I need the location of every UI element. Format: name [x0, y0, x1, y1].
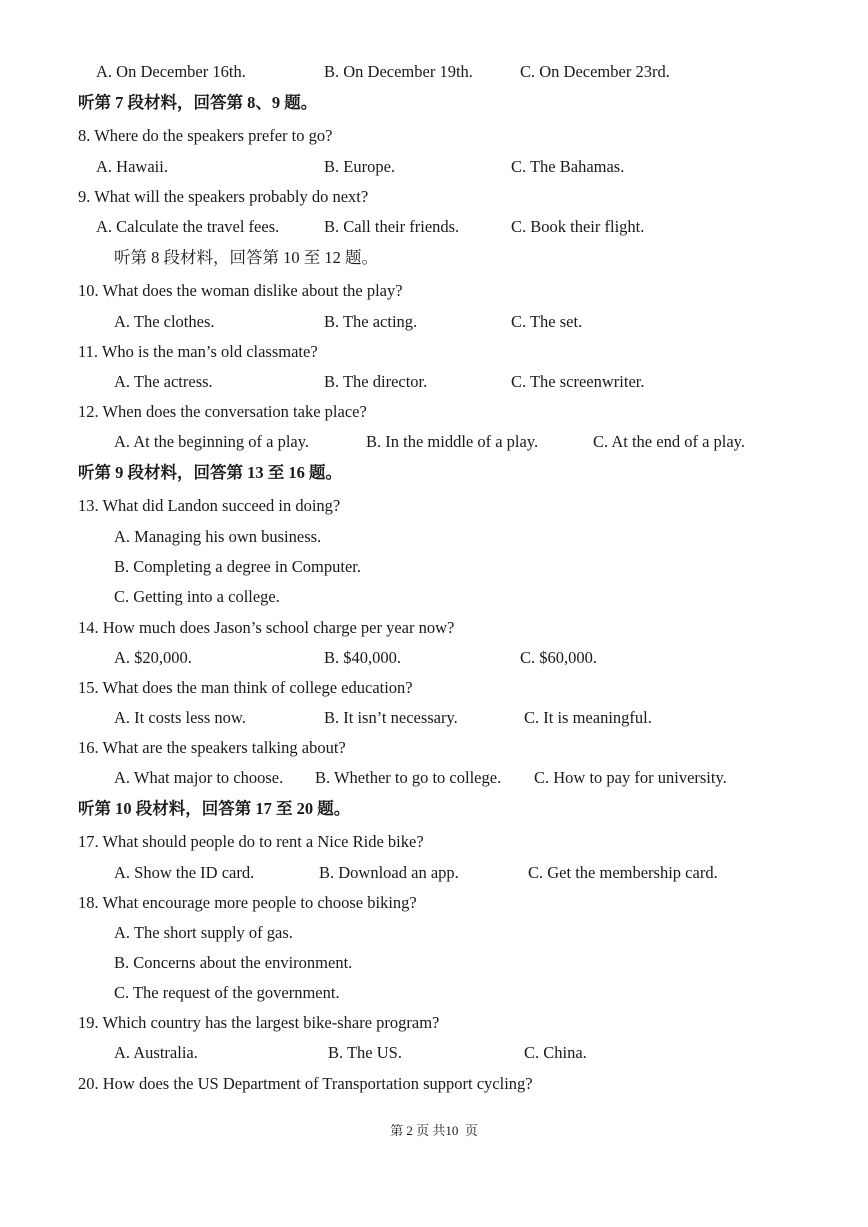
- q7-option-a: A. On December 16th.: [96, 62, 246, 81]
- q13-option-b: B. Completing a degree in Computer.: [114, 557, 362, 576]
- q12-option-b: B. In the middle of a play.: [366, 432, 539, 451]
- q8-option-a: A. Hawaii.: [96, 157, 168, 176]
- section-10-heading: 听第 10 段材料，回答第 17 至 20 题。: [78, 799, 351, 818]
- q11-option-a: A. The actress.: [114, 372, 213, 391]
- q12-stem: 12. When does the conversation take place?: [78, 402, 367, 421]
- q8-stem: 8. Where do the speakers prefer to go?: [78, 126, 333, 145]
- q17-stem: 17. What should people do to rent a Nice Ride bike?: [78, 832, 424, 851]
- q7-option-c: C. On December 23rd.: [520, 62, 670, 81]
- q8-option-b: B. Europe.: [324, 157, 396, 176]
- q9-stem: 9. What will the speakers probably do next?: [78, 187, 369, 206]
- page-footer: 第 2 页 共10 页: [390, 1123, 478, 1138]
- q13-option-c: C. Getting into a college.: [114, 587, 280, 606]
- q15-option-a: A. It costs less now.: [114, 708, 246, 727]
- q16-option-b: B. Whether to go to college.: [315, 768, 502, 787]
- q14-option-c: C. $60,000.: [520, 648, 598, 667]
- q14-option-b: B. $40,000.: [324, 648, 402, 667]
- q17-option-b: B. Download an app.: [319, 863, 459, 882]
- q20-stem: 20. How does the US Department of Transportation support cycling?: [78, 1074, 533, 1093]
- q19-stem: 19. Which country has the largest bike-share program?: [78, 1013, 440, 1032]
- q11-option-b: B. The director.: [324, 372, 428, 391]
- q8-option-c: C. The Bahamas.: [511, 157, 625, 176]
- q13-option-a: A. Managing his own business.: [114, 527, 322, 546]
- q15-option-b: B. It isn’t necessary.: [324, 708, 458, 727]
- section-7-heading: 听第 7 段材料，回答第 8、9 题。: [78, 93, 318, 112]
- q18-option-c: C. The request of the government.: [114, 983, 340, 1002]
- section-9-heading: 听第 9 段材料，回答第 13 至 16 题。: [78, 463, 342, 482]
- q15-stem: 15. What does the man think of college education?: [78, 678, 413, 697]
- q18-stem: 18. What encourage more people to choose biking?: [78, 893, 417, 912]
- q16-stem: 16. What are the speakers talking about?: [78, 738, 346, 757]
- q10-option-c: C. The set.: [511, 312, 583, 331]
- section-8-heading: 听第 8 段材料，回答第 10 至 12 题。: [114, 248, 378, 267]
- q15-option-c: C. It is meaningful.: [524, 708, 652, 727]
- q12-option-a: A. At the beginning of a play.: [114, 432, 310, 451]
- q10-stem: 10. What does the woman dislike about the play?: [78, 281, 403, 300]
- q18-option-a: A. The short supply of gas.: [114, 923, 293, 942]
- q19-option-b: B. The US.: [328, 1043, 402, 1062]
- q16-option-c: C. How to pay for university.: [534, 768, 727, 787]
- q11-option-c: C. The screenwriter.: [511, 372, 645, 391]
- q9-option-a: A. Calculate the travel fees.: [96, 217, 280, 236]
- q9-option-b: B. Call their friends.: [324, 217, 460, 236]
- q17-option-a: A. Show the ID card.: [114, 863, 255, 882]
- q19-option-c: C. China.: [524, 1043, 587, 1062]
- q12-option-c: C. At the end of a play.: [593, 432, 745, 451]
- q7-option-b: B. On December 19th.: [324, 62, 473, 81]
- q14-option-a: A. $20,000.: [114, 648, 192, 667]
- q10-option-b: B. The acting.: [324, 312, 418, 331]
- q11-stem: 11. Who is the man’s old classmate?: [78, 342, 318, 361]
- q16-option-a: A. What major to choose.: [114, 768, 284, 787]
- q9-option-c: C. Book their flight.: [511, 217, 645, 236]
- q14-stem: 14. How much does Jason’s school charge per year now?: [78, 618, 455, 637]
- q19-option-a: A. Australia.: [114, 1043, 198, 1062]
- q18-option-b: B. Concerns about the environment.: [114, 953, 353, 972]
- q13-stem: 13. What did Landon succeed in doing?: [78, 496, 341, 515]
- q10-option-a: A. The clothes.: [114, 312, 215, 331]
- q17-option-c: C. Get the membership card.: [528, 863, 718, 882]
